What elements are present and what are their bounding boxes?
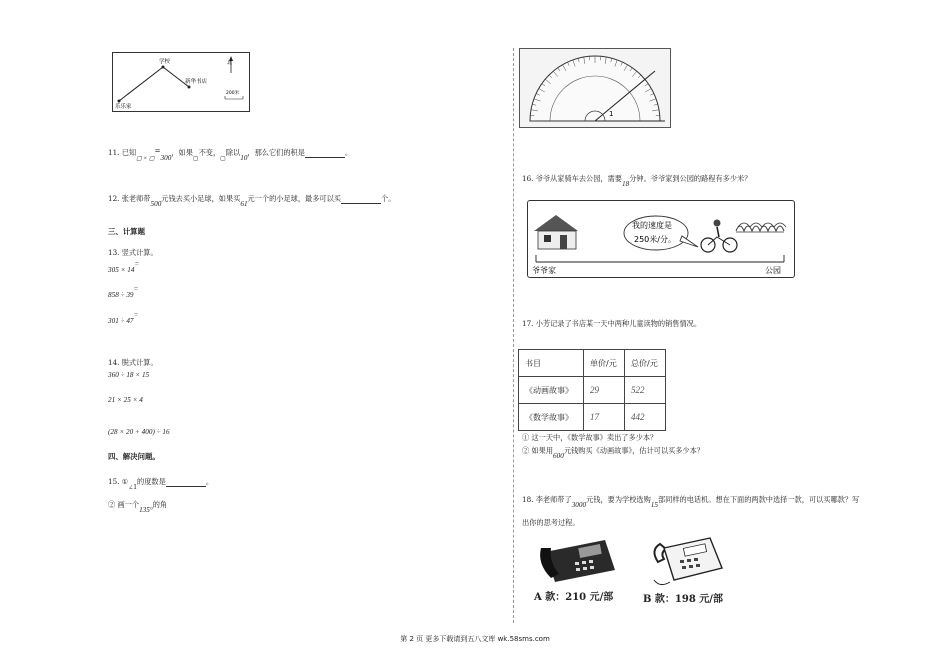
sales-table (518, 349, 666, 431)
question-18-line-2: 出你的思考过程。 (522, 518, 580, 527)
q13-eq-3: = (133, 311, 139, 319)
q15-angle-symbol: ∠1 (128, 484, 138, 491)
table-row (519, 377, 666, 404)
q17-subquestion-2 (522, 446, 704, 460)
question-11 (108, 146, 353, 162)
speech-line-1: 我的速度是 (632, 221, 672, 230)
q17-intro: 17. 小芳记录了书店某一天中两种儿童读物的销售情况。 (522, 319, 702, 328)
q11-text-d: 不变， (198, 148, 221, 157)
table-cell-title: 《动画故事》 (519, 377, 584, 404)
q16-value-18: 18 (622, 180, 630, 188)
q14-title: 14. 脱式计算。 (108, 358, 158, 367)
phone-b-figure (646, 534, 730, 590)
q15-text-a: 的度数是 (137, 477, 166, 486)
question-18-line-1 (522, 495, 860, 509)
map-north-label: 北 (227, 60, 233, 66)
q13-eq-2: = (133, 285, 139, 293)
table-cell-total-price: 522 (625, 377, 666, 404)
q12-text-c: 元一个的小足球，最多可以买 (247, 194, 341, 203)
house-icon (534, 215, 578, 249)
q11-answer-blank[interactable] (305, 151, 345, 158)
q16-text-b: 分钟。爷爷家到公园的路程有多少米？ (629, 174, 752, 183)
table-header-total-price: 总价/元 (625, 350, 666, 377)
q13-eq-1: = (134, 260, 140, 268)
protractor-figure (519, 48, 671, 128)
park-trees-icon (736, 223, 786, 232)
q12-number: 12. (108, 194, 120, 203)
q11-number: 11. (108, 148, 120, 157)
q18-value-3000: 3000 (571, 501, 587, 509)
q13-expr-1-text: 305 × 14 (108, 266, 135, 274)
q14-expr-1: 360 ÷ 18 × 15 (108, 371, 150, 379)
q13-expr-3 (108, 311, 139, 325)
question-15-part-2 (108, 500, 168, 514)
question-12 (108, 194, 396, 208)
q15-value-135: 135° (139, 506, 153, 514)
protractor-drawing (520, 49, 670, 127)
q12-text-b: 元钱去买小足球，如果买 (161, 194, 241, 203)
phone-a-figure (535, 532, 619, 590)
grandpa-route-drawing (528, 201, 794, 277)
table-cell-unit-price: 17 (584, 404, 625, 431)
q17-subquestion-1: ① 这一天中，《数学故事》卖出了多少本？ (522, 433, 658, 442)
q11-text-f: ，那么它们的积是 (247, 148, 305, 157)
q11-text-e: 除以 (225, 148, 241, 157)
table-header-unit-price: 单价/元 (584, 350, 625, 377)
q18-text-a: 李老师带了 (535, 495, 572, 504)
route-map-figure (112, 52, 250, 112)
q16-text-a: 爷爷从家骑车去公园，需要 (535, 174, 622, 183)
q13-expr-2-text: 858 ÷ 39 (108, 291, 134, 299)
q12-value-61: 61 (240, 200, 248, 208)
table-cell-total-price: 442 (625, 404, 666, 431)
q12-value-500: 500 (150, 200, 162, 208)
table-cell-title: 《数学故事》 (519, 404, 584, 431)
table-cell-unit-price: 29 (584, 377, 625, 404)
q17-s2-text-b: 元钱购买《动画故事》，估计可以买多少本？ (563, 446, 704, 455)
route-map-drawing (113, 53, 249, 111)
column-divider (513, 48, 514, 623)
q15-number: 15. (108, 477, 120, 486)
question-15-part-1 (108, 477, 214, 491)
q15-text-b: 画一个 (117, 500, 140, 509)
q11-period: 。 (344, 148, 353, 157)
route-label-park: 公园 (765, 266, 781, 275)
cyclist-icon (701, 220, 737, 253)
q13-expr-2 (108, 285, 139, 299)
map-scale-label: 200米 (226, 91, 240, 96)
grandpa-route-figure (527, 200, 795, 278)
q15-answer-blank[interactable] (166, 480, 206, 487)
q12-text-a: 张老师带 (121, 194, 151, 203)
q18-text-b: 元钱，要为学校选购 (586, 495, 651, 504)
speech-line-2: 250米/分。 (634, 235, 676, 244)
q13-title: 13. 竖式计算。 (108, 248, 158, 257)
q11-value-10: 10 (240, 154, 248, 162)
q13-expr-1 (108, 260, 140, 274)
q15-circle-2: ② (108, 500, 116, 509)
phone-a-icon (535, 532, 619, 590)
question-16 (522, 174, 752, 188)
q18-value-15: 15 (650, 501, 658, 509)
q11-expr: ▢ × ▢ (136, 156, 155, 162)
q12-answer-blank[interactable] (341, 197, 381, 204)
q11-value-300: 300 (160, 154, 172, 162)
table-header-title: 书目 (519, 350, 584, 377)
map-label-bookstore: 新华书店 (185, 79, 208, 85)
map-label-home: 乐乐家 (115, 104, 132, 110)
table-row (519, 404, 666, 431)
q12-text-d: 个。 (381, 194, 396, 203)
q13-expr-3-text: 301 ÷ 47 (108, 317, 134, 325)
q15-text-c: 的角 (152, 500, 168, 509)
section-4-heading: 四、解决问题。 (108, 452, 160, 461)
q11-symbol-1: ▢ (192, 155, 199, 162)
q11-symbol-2: ▢ (220, 155, 226, 162)
phone-b-price: B 款：198 元/部 (643, 594, 723, 605)
q18-number: 18. (522, 495, 534, 504)
protractor-angle-mark: 1 (609, 110, 614, 118)
q14-expr-3: (28 × 20 + 400) ÷ 16 (108, 428, 170, 436)
q11-equals: = (154, 146, 161, 155)
route-label-home: 爷爷家 (532, 266, 556, 275)
q18-text-c: 部同样的电话机。想在下面的两款中选择一款，可以买哪款？写 (657, 495, 860, 504)
q15-period: 。 (205, 477, 214, 486)
map-label-school: 学校 (159, 59, 171, 65)
phone-a-price: A 款：210 元/部 (534, 592, 614, 603)
q11-text-c: ，如果 (171, 148, 193, 157)
page-footer: 第 2 页 更多下载请到五八文库 wk.58sms.com (400, 635, 550, 643)
q15-circle-1: ① (121, 477, 129, 486)
section-3-heading: 三、计算题 (108, 227, 145, 236)
table-header-row (519, 350, 666, 377)
q17-s2-text-a: ② 如果用 (522, 446, 554, 455)
q14-expr-2: 21 × 25 × 4 (108, 396, 143, 404)
q16-number: 16. (522, 174, 534, 183)
phone-b-icon (646, 534, 730, 590)
q17-value-600: 600 (553, 452, 564, 460)
q11-text-a: 已知 (121, 148, 137, 157)
